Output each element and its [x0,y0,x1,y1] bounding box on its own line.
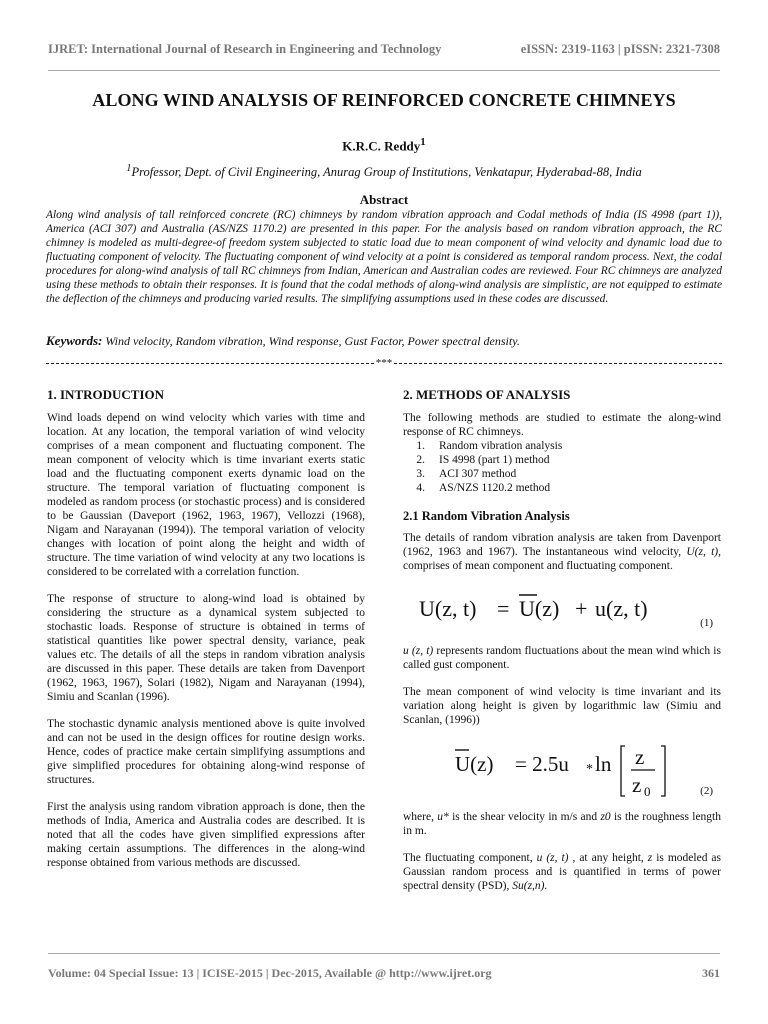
random-vibration-heading: 2.1 Random Vibration Analysis [403,509,570,523]
equation-2-number: (2) [700,785,713,797]
keywords-label: Keywords: [46,333,103,348]
equation-1-graphic [415,586,685,632]
affiliation-sup: 1 [126,163,132,174]
mean-component-paragraph: The mean component of wind velocity is time invariant and its variation along height is given by logarithmic law (Simiu and Scanlan, (1996)) [403,686,721,726]
eq2-den-sub: 0 [644,784,651,799]
eq1-lhs: U(z, t) [419,596,477,621]
footer-volume-info: Volume: 04 Special Issue: 13 | ICISE-2015 | Dec-2015, Available @ http://www.ijret.org [48,966,492,980]
paper-title: ALONG WIND ANALYSIS OF REINFORCED CONCRETE CHIMNEYS [92,90,676,110]
author-name: K.R.C. Reddy [342,138,421,154]
separator-dash-right [394,363,722,364]
eq2-ln: ln [595,752,612,776]
eq2-lhs: U(z) [455,752,494,776]
running-header [48,42,720,57]
intro-paragraph-2: The response of structure to along-wind load is obtained by considering the structure as a dynamical system subjected to stochastic loads. Response of structure is obtained in terms of statistical quantities like power spectral density, variance, peak values etc. The details of all the steps in random vibration analysis are discussed in this paper. These details are taken from Davenport (1962, 1963, 1967), Solari (1982), Nigam and Narayanan (1994), Simiu and Scanlan (1996). [47,593,365,703]
header-divider [48,70,720,71]
abstract-heading: Abstract [359,192,409,207]
equation-2 [403,740,721,802]
left-column [47,388,365,883]
list-item: 2. IS 4998 (part 1) method [416,454,550,466]
eq2-sub: * [586,762,593,777]
eq2-bracket-right [661,746,665,796]
methods-intro: The following methods are studied to estimate the along-wind response of RC chimneys. [403,412,721,438]
intro-heading: 1. INTRODUCTION [47,387,165,402]
footer-divider [48,953,720,954]
abstract-text: Along wind analysis of tall reinforced concrete (RC) chimneys by random vibration approach and Codal methods of India (IS 4998 (part 1)), America (ACI 307) and Australia (AS/NZS 1170.2) are presented in this paper. For the analysis based on random vibration approach, the RC chimney is modeled as multi-degree-of freedom system subjected to static load due to mean component of wind velocity and dynamic load due to fluctuating component of velocity. The fluctuating component of wind velocity at a point is considered as temporal random process. Next, the codal procedures for along-wind analysis of tall RC chimneys from Indian, American and Australian codes are reviewed. Four RC chimneys are analyzed using these methods to obtain their responses. It is found that the codal methods of along-wind analysis are simplistic, are not equipped to estimate the deflection of the chimneys and producing varied results. The simplifying assumptions used in these codes are discussed. [46,209,722,305]
equation-2-graphic [415,740,675,802]
affiliation-text: Professor, Dept. of Civil Engineering, Anurag Group of Institutions, Venkatapur, Hyderabad-88, India [131,165,642,180]
equation-1 [403,586,721,636]
methods-list [403,439,721,495]
gust-paragraph: u (z, t) represents random fluctuations about the mean wind which is called gust component. [403,645,721,671]
eq1-mean: U(z) [519,596,560,621]
journal-name: IJRET: International Journal of Research in Engineering and Technology [48,42,442,56]
eq2-bracket-left [621,746,625,796]
list-item: 4. AS/NZS 1120.2 method [416,482,551,494]
equation-1-number: (1) [700,617,713,629]
methods-heading: 2. METHODS OF ANALYSIS [403,387,571,402]
page-number: 361 [702,966,720,980]
author-line [0,136,768,154]
issn-info: eISSN: 2319-1163 | pISSN: 2321-7308 [520,42,720,56]
eq1-equals: = [497,596,510,621]
list-item: 3. ACI 307 method [416,468,517,480]
eq1-fluct: u(z, t) [595,596,648,621]
eq2-numerator: z [635,745,645,769]
eq1-plus: + [575,596,588,621]
keywords [46,333,722,349]
intro-paragraph-3: The stochastic dynamic analysis mentioned above is quite involved and can not be used in the design offices for routine design works. Hence, codes of practice make certain simplifying assumptions and give simplified procedures for obtaining along-wind response of structures. [47,718,365,786]
right-column [403,388,721,906]
eq2-coef: = 2.5u [515,752,569,776]
affiliation [0,163,768,180]
separator-dash-left [46,363,374,364]
running-footer [48,966,720,981]
section-separator [46,356,722,370]
eq2-denominator: z [632,773,642,797]
fluctuating-paragraph: The fluctuating component, u (z, t) , at any height, z is modeled as Gaussian random process and is quantified in terms of power spectral density (PSD), Su(z,n). [403,852,721,892]
separator-stars: *** [375,357,393,369]
intro-paragraph-4: First the analysis using random vibration approach is done, then the methods of India, America and Australia codes are described. It is noted that all the codes have given simplified expressions after making certain assumptions. The differences in the along-wind response obtained from various methods are discussed. [47,801,365,869]
keywords-text: Wind velocity, Random vibration, Wind response, Gust Factor, Power spectral density. [105,334,520,348]
intro-paragraph-1: Wind loads depend on wind velocity which varies with time and location. At any location, the temporal variation of wind velocity comprises of a mean component and fluctuating component. The mean component of velocity which is time invariant exerts static load and the fluctuating component exerts dynamic load on the structure. The temporal variation of fluctuating component is modeled as random process (or stochastic process) and is considered to be Gaussian (Daveport (1962, 1963, 1967), Vellozzi (1968), Nigam and Narayanan (1994)). The temporal variation of velocity changes with location of point along the height and width of structure. The time variation of wind velocity at any two locations is considered to be correlated with a correlation function. [47,412,365,578]
random-vibration-paragraph: The details of random vibration analysis are taken from Davenport (1962, 1963 and 1967). The instantaneous wind velocity, U(z, t), comprises of mean component and fluctuating component. [403,532,721,572]
list-item: 1. Random vibration analysis [416,440,563,452]
shear-velocity-paragraph: where, u* is the shear velocity in m/s and z0 is the roughness length in m. [403,811,721,837]
author-sup: 1 [420,136,426,148]
